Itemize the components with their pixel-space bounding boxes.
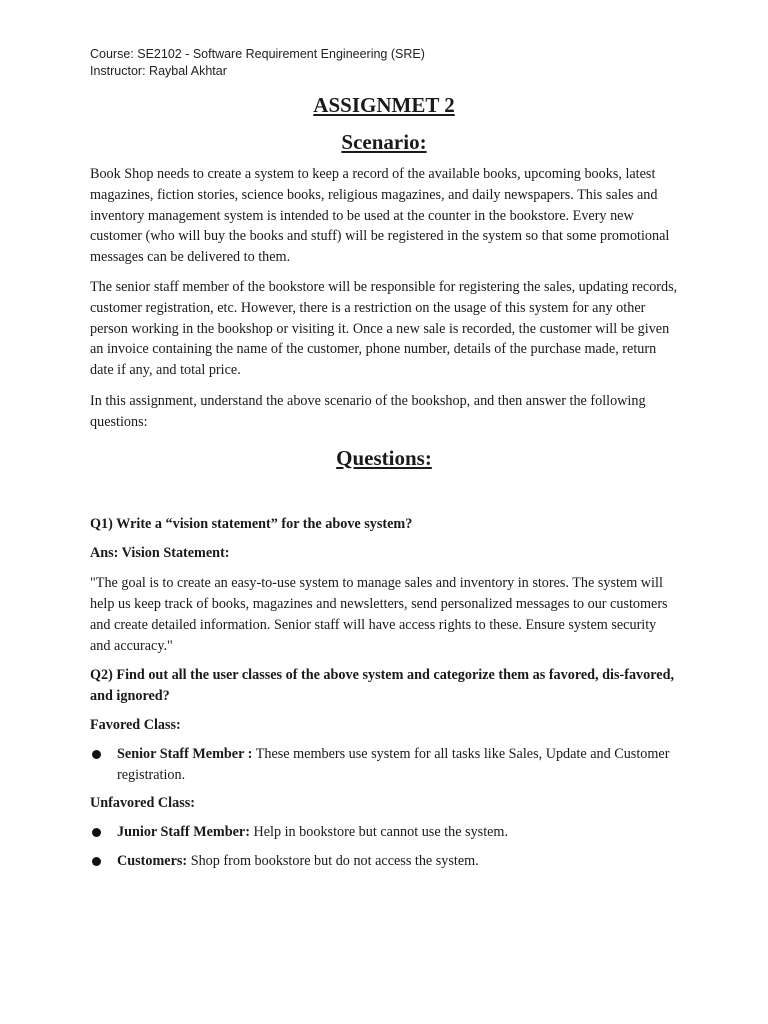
questions-heading: Questions: bbox=[336, 445, 432, 470]
bullet-desc: Shop from bookstore but do not access the system. bbox=[187, 852, 479, 869]
bullet-term: Senior Staff Member : bbox=[117, 745, 253, 762]
question-1: Q1) Write a “vision statement” for the above system? bbox=[90, 515, 413, 532]
question-2: Q2) Find out all the user classes of the above system and categorize them as favored, dis-favored, and ignored? bbox=[90, 667, 675, 705]
scenario-paragraph: The senior staff member of the bookstore will be responsible for registering the sales, updating records, customer registration, etc. However, there is a restriction on the usage of this system for any other person working in the bookshop or visiting it. Once a new sale is recorded, the customer will be given an invoice containing the name of the customer, phone number, details of the purchase made, return date if any, and total price. bbox=[90, 278, 678, 379]
bullet-term: Junior Staff Member: bbox=[117, 824, 250, 841]
vision-statement: "The goal is to create an easy-to-use system to manage sales and inventory in stores. The system will help us keep track of books, magazines and newsletters, send personalized messages to our customers and create detailed information. Senior staff will have access rights to these. Ensure system security and accuracy." bbox=[90, 575, 668, 654]
unfavored-class-label: Unfavored Class: bbox=[90, 795, 195, 812]
bullet-icon bbox=[90, 822, 117, 843]
bullet-text bbox=[117, 851, 678, 872]
scenario-paragraph: Book Shop needs to create a system to keep a record of the available books, upcoming books, latest magazines, fiction stories, science books, religious magazines, and daily newspapers. This sales and inventory management system is intended to be used at the counter in the bookstore. Every new customer (who will buy the books and stuff) will be registered in the system so that some promotional messages can be delivered to them. bbox=[90, 166, 670, 266]
instructor-line: Instructor: Raybal Akhtar bbox=[90, 64, 227, 78]
bullet-text bbox=[117, 744, 678, 786]
bullet-desc: These members use system for all tasks like Sales, Update and Customer registration. bbox=[117, 745, 670, 783]
answer-label: Ans: Vision Statement: bbox=[90, 545, 230, 562]
bullet-term: Customers: bbox=[117, 852, 188, 869]
list-item bbox=[90, 822, 678, 843]
bullet-text bbox=[117, 822, 678, 843]
scenario-heading: Scenario: bbox=[341, 130, 427, 154]
scenario-paragraph: In this assignment, understand the above scenario of the bookshop, and then answer the following questions: bbox=[90, 392, 646, 430]
document-page bbox=[90, 46, 678, 872]
assignment-title: ASSIGNMET 2 bbox=[313, 93, 455, 117]
bullet-icon bbox=[90, 851, 117, 872]
bullet-desc: Help in bookstore but cannot use the system. bbox=[249, 824, 509, 841]
course-line: Course: SE2102 - Software Requirement Engineering (SRE) bbox=[90, 47, 425, 61]
list-item bbox=[90, 744, 678, 786]
bullet-icon bbox=[90, 744, 117, 765]
list-item bbox=[90, 851, 678, 872]
favored-class-label: Favored Class: bbox=[90, 716, 181, 733]
